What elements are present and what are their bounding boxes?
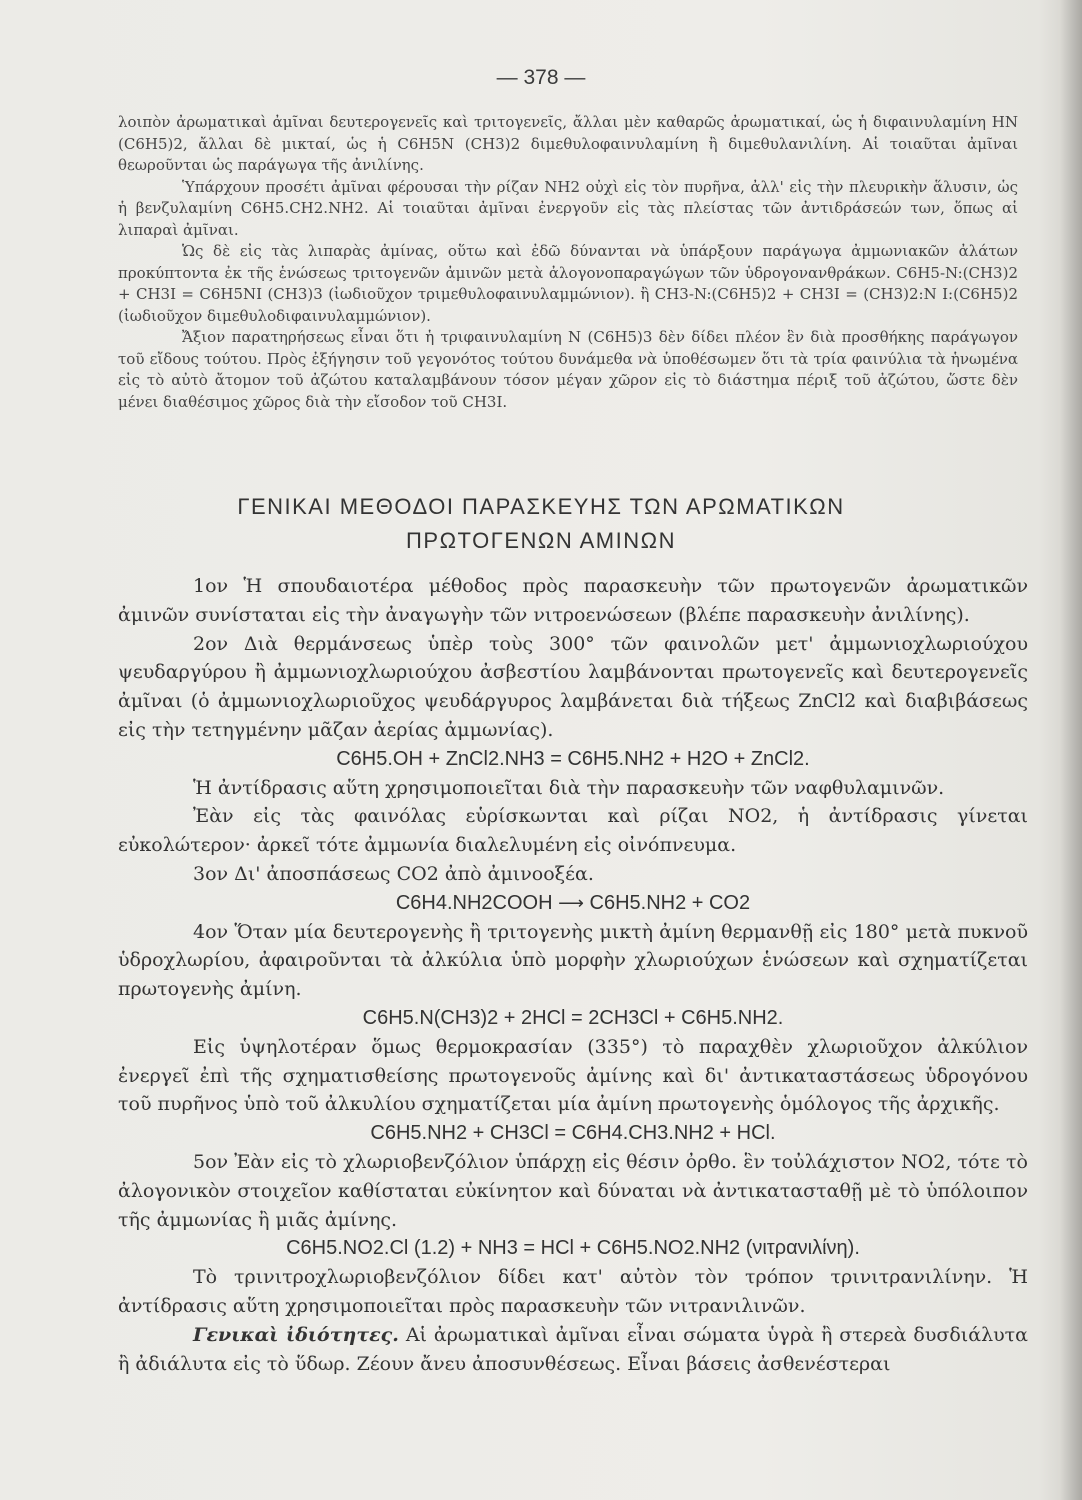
method-1: 1ον Ἡ σπουδαιοτέρα μέθοδος πρὸς παρασκευὴν τῶν πρωτογενῶν ἀρωματικῶν ἀμινῶν συνίσταται εἰς τὴν ἀναγωγὴν τῶν νιτροενώσεων (βλέπε παρασκευὴν ἀνιλίνης). [118,575,1028,626]
methods-text-block [118,572,1028,1378]
equation-4: C6H5.NH2 + CH3Cl = C6H4.CH3.NH2 + HCl. [370,1122,776,1145]
equation-5: C6H5.NO2.Cl (1.2) + NH3 = HCl + C6H5.NO2.NH2 (νιτρανιλίνη). [286,1237,860,1260]
equation-3: C6H5.N(CH3)2 + 2HCl = 2CH3Cl + C6H5.NH2. [362,1006,784,1029]
general-properties-paragraph [118,1321,1028,1379]
method-4: 4ον Ὅταν μία δευτερογενὴς ἢ τριτογενὴς μικτὴ ἀμίνη θερμανθῇ εἰς 180° μετὰ πυκνοῦ ὑδροχλωρίου, ἀφαιροῦνται τὰ ἀλκύλια ὑπὸ μορφὴν χλωριούχων ἑνώσεων καὶ σχηματίζεται πρωτογενὴς ἀμίνη. [118,920,1028,1001]
paragraph: Ἄξιον παρατηρήσεως εἶναι ὅτι ἡ τριφαινυλαμίνη N (C6H5)3 δὲν δίδει πλέον ἓν διὰ προσθήκης παράγωγον τοῦ εἴδους τούτου. Πρὸς ἐξήγησιν τοῦ γεγονότος τούτου δυνάμεθα νὰ ὑποθέσωμεν ὅτι τὰ τρία φαινύλια τὰ ἡνωμένα εἰς τὸ αὐτὸ ἄτομον τοῦ ἀζώτου καταλαμβάνουν τόσον μέγαν χῶρον εἰς τὸ διάστημα πέριξ τοῦ ἀζώτου, ὥστε δὲν μένει διαθέσιμος χῶρος διὰ τὴν εἴσοδον τοῦ CH3I. [118,328,1018,411]
equation-2-left: C6H4.NH2COOH [395,891,553,914]
section-heading-line2: ΠΡΩΤΟΓΕΝΩΝ ΑΜΙΝΩΝ [406,528,676,553]
paragraph: Εἰς ὑψηλοτέραν ὅμως θερμοκρασίαν (335°) τὸ παραχθὲν χλωριοῦχον ἀλκύλιον ἐνεργεῖ ἐπὶ τῆς σχηματισθείσης πρωτογενοῦς ἀμίνης καὶ δι' ἀντικαταστάσεως ὑδρογόνου τοῦ πυρῆνος ὑπὸ τοῦ ἀλκυλίου σχηματίζεται μία ἀμίνη πρωτογενὴς ὁμόλογος τῆς ἀρχικῆς. [118,1035,1028,1116]
equation-2 [118,889,1028,918]
section-heading-line1: ΓΕΝΙΚΑΙ ΜΕΘΟΔΟΙ ΠΑΡΑΣΚΕΥΗΣ ΤΩΝ ΑΡΩΜΑΤΙΚΩΝ [237,494,845,519]
method-2: 2ον Διὰ θερμάνσεως ὑπὲρ τοὺς 300° τῶν φαινολῶν μετ' ἀμμωνιοχλωριούχου ψευδαργύρου ἢ ἀμμωνιοχλωριούχου ἀσβεστίου λαμβάνονται πρωτογενεῖς καὶ δευτερογενεῖς ἀμῖναι (ὁ ἀμμωνιοχλωριοῦχος ψευδάργυρος λαμβάνεται διὰ τήξεως ZnCl2 καὶ διαβιβάσεως εἰς τὴν τετηγμένην μᾶζαν ἀερίας ἀμμωνίας). [118,632,1028,741]
method-3: 3ον Δι' ἀποσπάσεως CO2 ἀπὸ ἀμινοοξέα. [193,862,594,885]
paragraph: Ἡ ἀντίδρασις αὕτη χρησιμοποιεῖται διὰ τὴν παρασκευὴν τῶν ναφθυλαμινῶν. [193,776,945,799]
equation-1: C6H5.OH + ZnCl2.NH3 = C6H5.NH2 + H2O + ZnCl2. [336,747,810,770]
paragraph: λοιπὸν ἀρωματικαὶ ἀμῖναι δευτερογενεῖς καὶ τριτογενεῖς, ἄλλαι μὲν καθαρῶς ἀρωματικαί, ὡς ἡ διφαινυλαμίνη HN (C6H5)2, ἄλλαι δὲ μικταί, ὡς ἡ C6H5N (CH3)2 διμεθυλοφαινυλαμίνη ἢ διμεθυλανιλίνη. Αἱ τοιαῦται ἀμῖναι θεωροῦνται ὡς παράγωγα τῆς ἀνιλίνης. [118,113,1018,174]
paragraph: Τὸ τρινιτροχλωριοβενζόλιον δίδει κατ' αὐτὸν τὸν τρόπον τρινιτρανιλίνην. Ἡ ἀντίδρασις αὕτη χρησιμοποιεῖται πρὸς παρασκευὴν τῶν νιτρανιλινῶν. [118,1266,1028,1317]
method-5: 5ον Ἐὰν εἰς τὸ χλωριοβενζόλιον ὑπάρχῃ εἰς θέσιν ὀρθο. ἓν τοὐλάχιστον NO2, τότε τὸ ἀλογονικὸν στοιχεῖον καθίσταται εὐκίνητον καὶ δύναται νὰ ἀντικατασταθῇ μὲ τὸ ὑπόλοιπον τῆς ἀμμωνίας ἢ μιᾶς ἀμίνης. [118,1150,1028,1231]
intro-text-block [118,112,1018,413]
general-properties-text: Αἱ ἀρωματικαὶ ἀμῖναι εἶναι σώματα ὑγρὰ ἢ στερεὰ δυσδιάλυτα ἢ ἀδιάλυτα εἰς τὸ ὕδωρ. Ζέουν ἄνευ ἀποσυνθέσεως. Εἶναι βάσεις ἀσθενέστεραι [118,1323,1028,1375]
equation-2-right: C6H5.NH2 + CO2 [589,891,751,914]
paragraph: Ὡς δὲ εἰς τὰς λιπαρὰς ἀμίνας, οὕτω καὶ ἐδῶ δύνανται νὰ ὑπάρξουν παράγωγα ἀμμωνιακῶν ἀλάτων προκύπτοντα ἐκ τῆς ἑνώσεως τριτογενῶν ἀμινῶν μετὰ ἀλογονοπαραγώγων τῶν ὑδρογονανθράκων. C6H5-N:(CH3)2 + CH3I = C6H5NI (CH3)3 (ἰωδιοῦχον τριμεθυλοφαινυλαμμώνιον). ἢ CH3-N:(C6H5)2 + CH3I = (CH3)2:N I:(C6H5)2 (ἰωδιοῦχον διμεθυλοδιφαινυλαμμώνιον). [118,242,1018,325]
paragraph: Ἐὰν εἰς τὰς φαινόλας εὑρίσκωνται καὶ ρίζαι NO2, ἡ ἀντίδρασις γίνεται εὐκολώτερον· ἀρκεῖ τότε ἀμμωνία διαλελυμένη εἰς οἰνόπνευμα. [118,805,1028,857]
paragraph: Ὑπάρχουν προσέτι ἀμῖναι φέρουσαι τὴν ρίζαν NH2 οὐχὶ εἰς τὸν πυρῆνα, ἀλλ' εἰς τὴν πλευρικὴν ἅλυσιν, ὡς ἡ βενζυλαμίνη C6H5.CH2.NH2. Αἱ τοιαῦται ἀμῖναι ἐνεργοῦν εἰς τὰς πλείστας τῶν ἀντιδράσεών των, ὅπως αἱ λιπαραὶ ἀμῖναι. [118,177,1018,239]
page-number: — 378 — [496,66,586,89]
reaction-arrow-icon: ⟶ [558,892,584,913]
general-properties-label: Γενικαὶ ἰδιότητες. [193,1323,399,1346]
book-spine-shadow [1060,0,1082,1500]
